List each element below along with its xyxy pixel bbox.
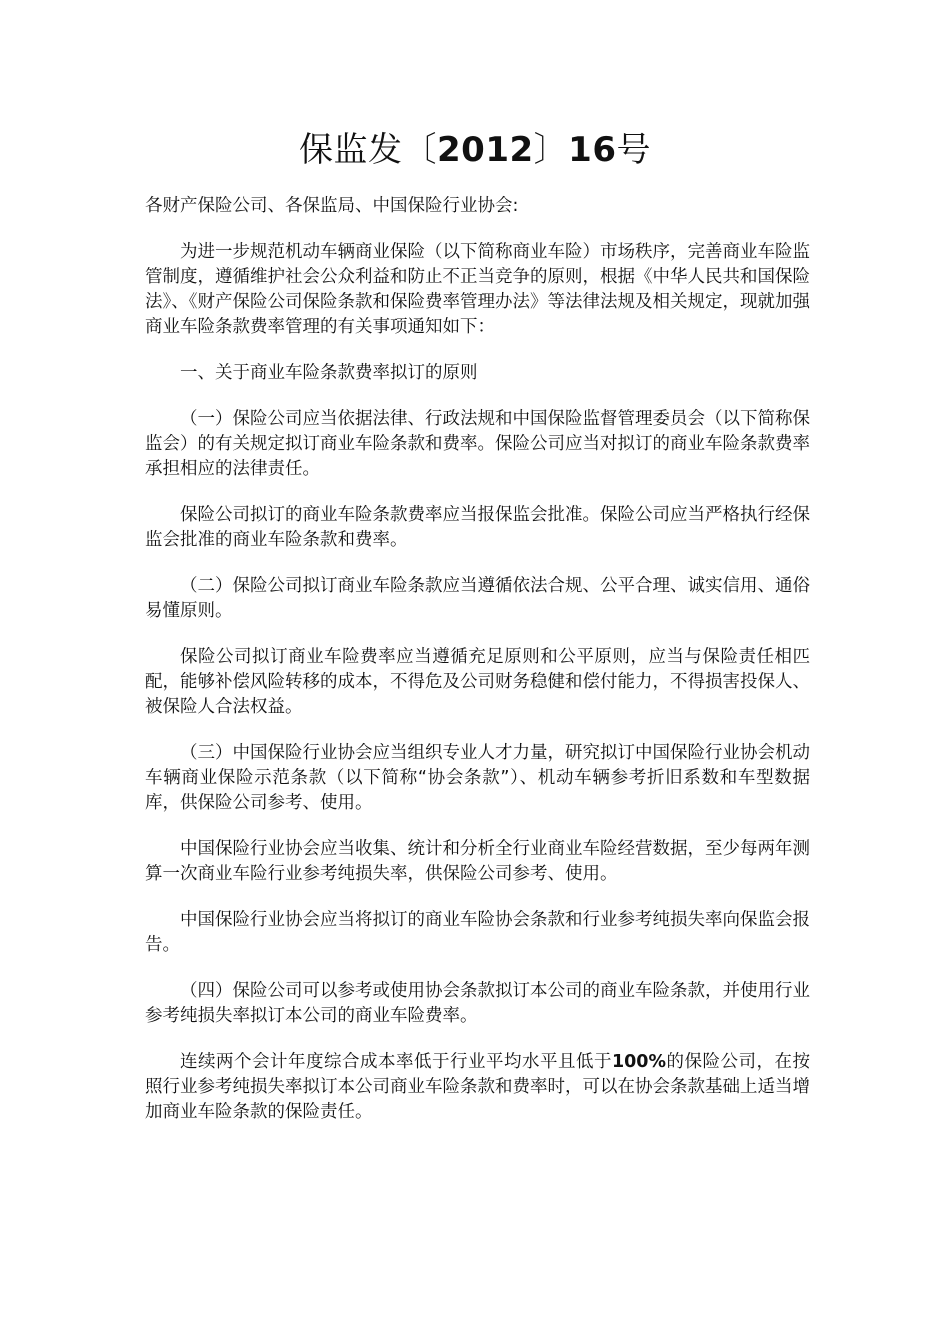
document-body [145, 194, 810, 1146]
paragraph-9-end: 的保险公司，在按照行业参考纯损失率拟订本公司商业车险条款和费率时，可以在协会条款基础上适当增加商业车险条款的保险责任。 [145, 1052, 811, 1122]
percent-value: 100% [611, 1052, 667, 1072]
salutation: 各财产保险公司、各保监局、中国保险行业协会: [145, 196, 519, 216]
title-suffix: 号 [616, 130, 651, 170]
paragraph-8: （四）保险公司可以参考或使用协会条款拟订本公司的商业车险条款，并使用行业参考纯损失率拟订本公司的商业车险费率。 [145, 981, 810, 1026]
section-heading-1: 一、关于商业车险条款费率拟订的原则 [180, 363, 478, 383]
paragraph-5: （三）中国保险行业协会应当组织专业人才力量，研究拟订中国保险行业协会机动车辆商业保险示范条款（以下简称“协会条款”）、机动车辆参考折旧系数和车型数据库，供保险公司参考、使用。 [145, 743, 810, 813]
paragraph-9-start: 连续两个会计年度综合成本率低于行业平均水平且低于 [180, 1052, 612, 1072]
paragraph-6: 中国保险行业协会应当收集、统计和分析全行业商业车险经营数据，至少每两年测算一次商业车险行业参考纯损失率，供保险公司参考、使用。 [145, 839, 810, 884]
intro-paragraph: 为进一步规范机动车辆商业保险（以下简称商业车险）市场秩序，完善商业车险监管制度，遵循维护社会公众利益和防止不正当竞争的原则，根据《中华人民共和国保险法》、《财产保险公司保险条款和保险费率管理办法》等法律法规及相关规定，现就加强商业车险条款费率管理的有关事项通知如下： [145, 242, 810, 337]
paragraph-3: （二）保险公司拟订商业车险条款应当遵循依法合规、公平合理、诚实信用、通俗易懂原则。 [145, 576, 810, 621]
paragraph-9 [145, 1050, 810, 1125]
paragraph-7: 中国保险行业协会应当将拟订的商业车险协会条款和行业参考纯损失率向保监会报告。 [145, 910, 810, 955]
paragraph-2: 保险公司拟订的商业车险条款费率应当报保监会批准。保险公司应当严格执行经保监会批准的商业车险条款和费率。 [145, 505, 810, 550]
title-number: 16 [568, 130, 617, 170]
paragraph-1: （一）保险公司应当依据法律、行政法规和中国保险监督管理委员会（以下简称保监会）的有关规定拟订商业车险条款和费率。保险公司应当对拟订的商业车险条款费率承担相应的法律责任。 [145, 409, 810, 479]
document-title [0, 124, 950, 176]
title-prefix: 保监发〔 [299, 130, 438, 170]
paragraph-4: 保险公司拟订商业车险费率应当遵循充足原则和公平原则，应当与保险责任相匹配，能够补偿风险转移的成本，不得危及公司财务稳健和偿付能力，不得损害投保人、被保险人合法权益。 [145, 647, 810, 717]
title-mid: 〕 [533, 130, 569, 170]
title-year: 2012 [437, 130, 534, 170]
